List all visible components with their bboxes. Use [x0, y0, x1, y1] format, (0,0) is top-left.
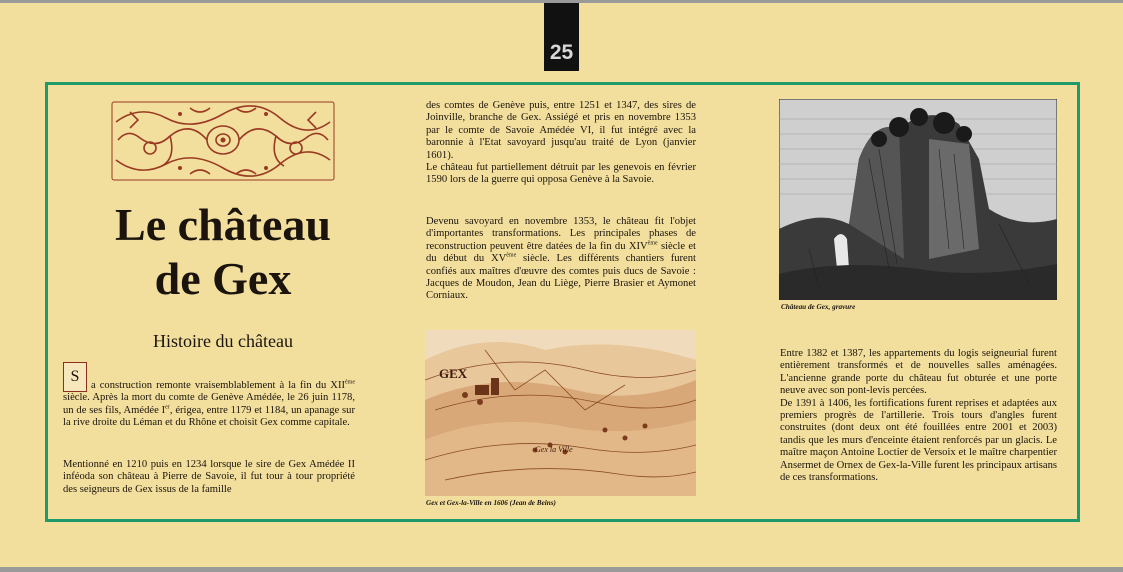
- superscript: ème: [647, 240, 658, 247]
- left-paragraph-2: Mentionné en 1210 puis en 1234 lorsque le sire de Gex Amédée II inféoda son château à Pierre de Savoie, il fut tour à tour propriété des seigneurs de Gex issus de la famille: [63, 459, 355, 495]
- left-paragraph-1: [63, 380, 355, 430]
- page-title: [70, 198, 376, 306]
- engraving-caption: Château de Gex, gravure: [781, 303, 856, 311]
- text-run: , érigea, entre 1179 et 1184, un apanage sur la rive droite du Léman et du Rhône et choisit Gex comme capitale.: [63, 404, 355, 429]
- text-run: siècle. Les différents chantiers furent confiés aux maîtres d'œuvre des comtes puis ducs de Savoie : Jacques de Moudon, Jean du Liège, Pierre Brasier et Aymonet Corniaux.: [426, 253, 696, 302]
- gex-1606-drawing-image: [425, 330, 696, 496]
- superscript: er: [165, 404, 170, 411]
- text-run: Devenu savoyard en novembre 1353, le château fit l'objet d'importantes transformations. Les principales phases de reconstruction peuvent être datées de la fin du XIV: [426, 216, 696, 252]
- dropcap-letter: S: [70, 368, 80, 385]
- text-run: Le château fut partiellement détruit par les genevois en février 1590 lors de la guerre qui opposa Genève à la Savoie.: [426, 162, 696, 186]
- text-run: a construction remonte vraisemblablement à la fin du XII: [91, 380, 345, 391]
- text-run: des comtes de Genève puis, entre 1251 et 1347, des sires de Joinville, branche de Gex. Assiégé et pris en novembre 1353 par le comte de Savoie Amédée VI, il fut intégré avec la baronnie à l'Etat savoyard jusqu'au traité de Lyon (janvier 1601).: [426, 100, 696, 161]
- bottom-rule: [0, 567, 1123, 572]
- title-line-1: Le château: [115, 199, 331, 250]
- section-subtitle: Histoire du château: [153, 331, 293, 351]
- text-run: Entre 1382 et 1387, les appartements du logis seigneurial furent entièrement transformés et de nouvelles salles aménagées. L'ancienne grande porte du château fut obturée et une porte neuve avec son pont-levis percées.: [780, 348, 1057, 397]
- right-paragraph: [780, 348, 1057, 484]
- drawing-caption: Gex et Gex-la-Ville en 1606 (Jean de Beins): [426, 499, 556, 507]
- superscript: ème: [506, 252, 517, 259]
- title-line-2: de Gex: [154, 253, 292, 304]
- middle-paragraph-2: [426, 216, 696, 303]
- map-label-gex: GEX: [439, 366, 468, 381]
- page-number-tab: [544, 3, 579, 71]
- text-run: De 1391 à 1406, les fortifications furent reprises et adaptées aux premiers progrès de l'artillerie. Trois tours d'angles furent construites (dont deux ont été fouillées entre 2001 et 2003) tandis que les murs d'enceinte étaient renforcés par un glacis. Le maître maçon Antoine Loctier de Versoix et le maître charpentier Ansermet de Ornex de Gex-la-Ville furent les principaux artisans de ces transformations.: [780, 397, 1057, 484]
- decorative-ornament-band: [110, 100, 336, 182]
- text-run: siècle. Après la mort du comte de Genève Amédée, le 26 juin 1178, un de ses fils, Amédée I: [63, 392, 355, 416]
- middle-paragraph-1: [426, 100, 696, 187]
- superscript: ème: [345, 379, 355, 386]
- page-number: 25: [549, 41, 574, 64]
- map-label-gex-la-ville: Gex la Ville: [535, 445, 573, 454]
- castle-engraving-image: [779, 99, 1057, 300]
- text-run: siècle et du début du XV: [426, 240, 697, 265]
